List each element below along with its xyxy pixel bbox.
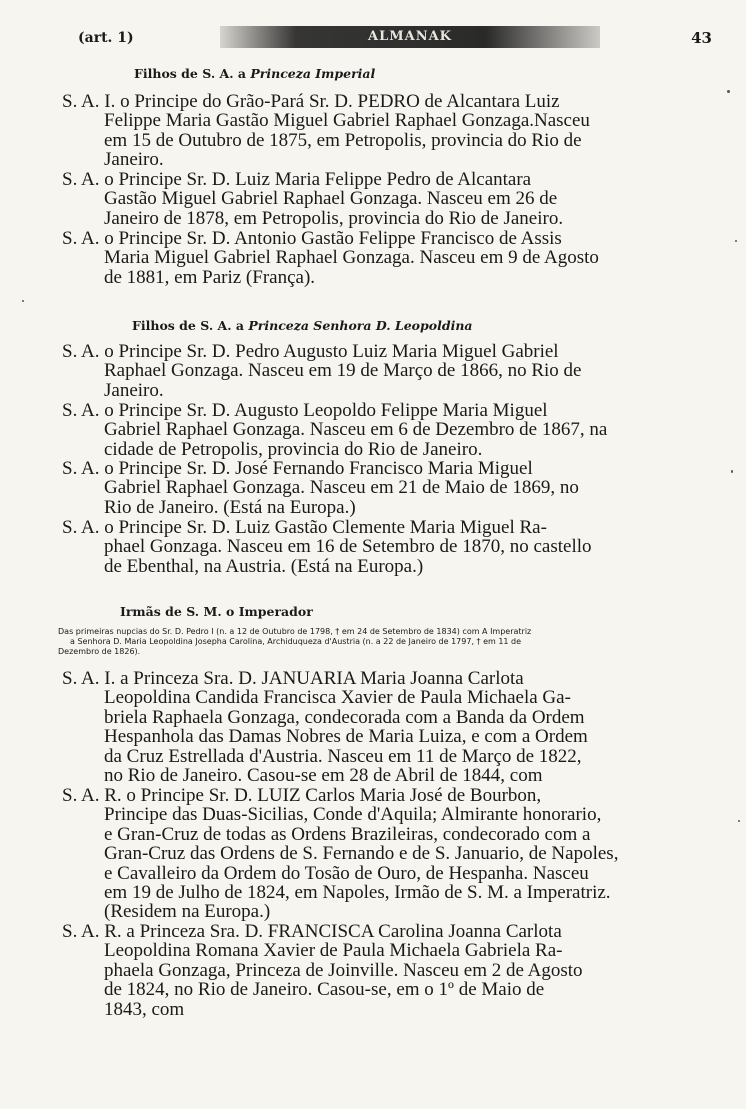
text-line: S. A. o Principe Sr. D. Luiz Gastão Clemente Maria Miguel Ra- — [62, 517, 547, 538]
scan-speck — [727, 90, 730, 93]
genealogy-entry — [62, 170, 702, 228]
text-line: S. A. o Principe Sr. D. Pedro Augusto Luiz Maria Miguel Gabriel — [62, 341, 559, 362]
scan-speck — [22, 300, 24, 302]
text-line: S. A. I. o Principe do Grão-Pará Sr. D. PEDRO de Alcantara Luiz — [62, 91, 560, 112]
text-line: Gastão Miguel Gabriel Raphael Gonzaga. Nasceu em 26 de — [104, 188, 558, 210]
text-line: S. A. o Principe Sr. D. Antonio Gastão Felippe Francisco de Assis — [62, 228, 562, 249]
text-line: Leopoldina Romana Xavier de Paula Michaela Gabriela Ra- — [104, 940, 563, 962]
article-reference: (art. 1) — [78, 30, 134, 46]
scan-speck — [731, 470, 733, 473]
text-line: Gabriel Raphael Gonzaga. Nasceu em 6 de Dezembro de 1867, na — [104, 419, 608, 441]
text-line: de 1881, em Pariz (França). — [104, 266, 316, 288]
text-line: em 19 de Julho de 1824, em Napoles, Irmão de S. M. a Imperatriz. — [104, 882, 611, 904]
text-line: Felippe Maria Gastão Miguel Gabriel Raphael Gonzaga.Nasceu — [104, 110, 590, 132]
text-line: Leopoldina Candida Francisca Xavier de Paula Michaela Ga- — [104, 687, 571, 709]
text-line: e Cavalleiro da Ordem do Tosão de Ouro, de Hespanha. Nasceu — [104, 862, 589, 884]
text-line: phael Gonzaga. Nasceu em 16 de Setembro de 1870, no castello — [104, 536, 592, 558]
text-line: Maria Miguel Gabriel Raphael Gonzaga. Nasceu em 9 de Agosto — [104, 247, 599, 269]
text-line: da Cruz Estrellada d'Austria. Nasceu em 11 de Março de 1822, — [104, 745, 582, 767]
section-heading-text: Princeza Senhora D. Leopoldina — [248, 318, 473, 333]
text-line: Janeiro. — [104, 379, 164, 401]
text-line: Dezembro de 1826). — [58, 647, 141, 656]
text-line: (Residem na Europa.) — [104, 901, 271, 923]
genealogy-entry — [62, 518, 702, 576]
genealogy-entry — [62, 342, 702, 400]
section-heading — [134, 66, 375, 81]
text-line: cidade de Petropolis, provincia do Rio de Janeiro. — [104, 438, 483, 460]
text-line: S. A. R. o Principe Sr. D. LUIZ Carlos Maria José de Bourbon, — [62, 785, 542, 806]
text-line: briela Raphaela Gonzaga, condecorada com a Banda da Ordem — [104, 706, 585, 728]
genealogy-entry — [62, 459, 702, 517]
text-line: Janeiro de 1878, em Petropolis, provincia do Rio de Janeiro. — [104, 207, 564, 229]
text-line: Gabriel Raphael Gonzaga. Nasceu em 21 de Maio de 1869, no — [104, 477, 579, 499]
section-heading-text: Irmãs de S. M. o Imperador — [120, 604, 313, 619]
text-line: S. A. o Principe Sr. D. José Fernando Francisco Maria Miguel — [62, 458, 533, 479]
section-heading — [132, 318, 473, 333]
genealogy-entry — [62, 229, 702, 287]
section-heading-text: Filhos de S. A. a — [132, 318, 249, 333]
genealogy-entry — [62, 669, 702, 785]
text-line: Principe das Duas-Sicilias, Conde d'Aquila; Almirante honorario, — [104, 804, 602, 826]
text-line: Janeiro. — [104, 149, 164, 171]
page-number: 43 — [691, 29, 712, 47]
text-line: de Ebenthal, na Austria. (Está na Europa.) — [104, 555, 424, 577]
genealogy-entry — [62, 92, 702, 170]
running-head — [70, 26, 720, 52]
running-title-band: ALMANAK — [220, 26, 600, 48]
text-line: S. A. R. a Princeza Sra. D. FRANCISCA Carolina Joanna Carlota — [62, 921, 562, 942]
scan-speck — [735, 240, 737, 242]
text-line: 1843, com — [104, 998, 185, 1020]
section-heading-text: Princeza Imperial — [250, 66, 376, 81]
text-line: no Rio de Janeiro. Casou-se em 28 de Abril de 1844, com — [104, 765, 543, 787]
text-line: S. A. o Principe Sr. D. Luiz Maria Felippe Pedro de Alcantara — [62, 169, 532, 190]
text-line: Rio de Janeiro. (Está na Europa.) — [104, 496, 356, 518]
text-line: Hespanhola das Damas Nobres de Maria Luiza, e com a Ordem — [104, 726, 588, 748]
footnote-parentage — [58, 627, 708, 657]
text-line: Das primeiras nupcias do Sr. D. Pedro I (n. a 12 de Outubro de 1798, † em 24 de Setembro de 1834) com A Imperatriz — [58, 627, 532, 636]
text-line: em 15 de Outubro de 1875, em Petropolis, provincia do Rio de — [104, 129, 582, 151]
text-line: e Gran-Cruz de todas as Ordens Brazileiras, condecorado com a — [104, 823, 591, 845]
text-line: de 1824, no Rio de Janeiro. Casou-se, em o 1º de Maio de — [104, 979, 545, 1001]
section-heading-text: Filhos de S. A. a — [134, 66, 251, 81]
text-line: S. A. o Principe Sr. D. Augusto Leopoldo Felippe Maria Miguel — [62, 400, 548, 421]
genealogy-entry — [62, 786, 702, 922]
section-heading — [120, 604, 313, 619]
text-line: a Senhora D. Maria Leopoldina Josepha Carolina, Archiduqueza d'Austria (n. a 22 de Janeiro de 1797, † em 11 de — [70, 637, 522, 646]
genealogy-entry — [62, 401, 702, 459]
text-line: phaela Gonzaga, Princeza de Joinville. Nasceu em 2 de Agosto — [104, 959, 583, 981]
scan-speck — [738, 820, 740, 822]
genealogy-entry — [62, 922, 702, 1019]
text-line: Raphael Gonzaga. Nasceu em 19 de Março de 1866, no Rio de — [104, 360, 582, 382]
text-line: S. A. I. a Princeza Sra. D. JANUARIA Maria Joanna Carlota — [62, 668, 524, 689]
text-line: Gran-Cruz das Ordens de S. Fernando e de S. Januario, de Napoles, — [104, 843, 619, 865]
